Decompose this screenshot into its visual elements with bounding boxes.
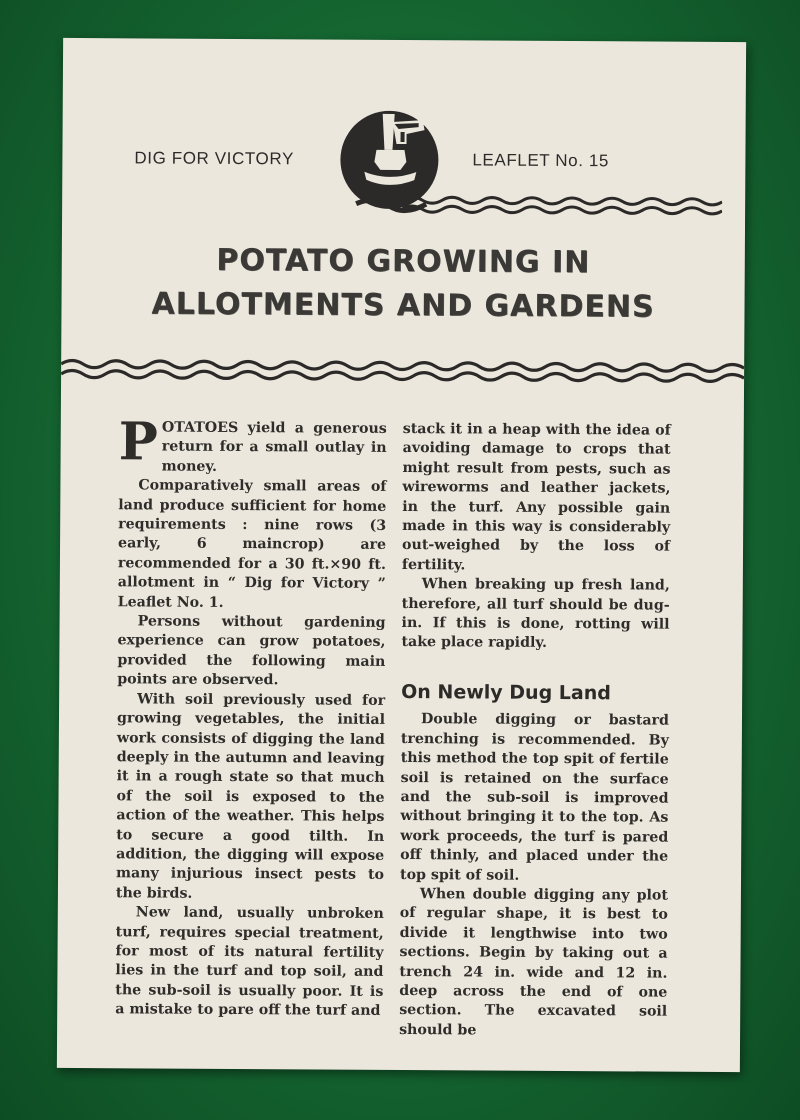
title-line-1: POTATO GROWING IN (216, 242, 591, 281)
paragraph: New land, usually unbroken turf, requires special treatment, for most of its natural fertility lies in the turf and top soil, and the sub-soil is usually poor. It is a mistake to pare off the turf and (115, 904, 384, 1020)
paragraph: Persons without gardening experience can grow potatoes, provided the following main points are observed. (117, 613, 386, 689)
section-heading: On Newly Dug Land (401, 680, 611, 705)
leaflet-page (57, 38, 746, 1072)
title-line-2: ALLOTMENTS AND GARDENS (151, 286, 655, 325)
wave-divider-icon (61, 352, 744, 390)
drop-cap-letter: P (118, 411, 158, 473)
paragraph: When double digging any plot of regular shape, it is best to divide it lengthwise into two sections. Begin by taking out a trench 24 in. wide and 12 in. deep across the end of one section. The excavated soil should be (399, 886, 668, 1039)
wave-divider-icon (402, 190, 722, 222)
paragraph: With soil previously used for growing vegetables, the initial work consists of digging the land deeply in the autumn and leaving it in a rough state so that much of the soil is exposed to the action of the weather. This helps to secure a good tilth. In addition, the digging will expose many injurious insect pests to the birds. (115, 691, 386, 902)
paragraph: Double digging or bastard trenching is recommended. By this method the top spit of fertile soil is retained on the surface and the sub-soil is improved without bringing it to the top. As work proceeds, the turf is pared off thinly, and placed under the top spit of soil. (399, 711, 670, 884)
intro-paragraph (118, 411, 387, 478)
paragraph: When breaking up fresh land, therefore, all turf should be dug-in. If this is done, rotting will take place rapidly. (401, 576, 670, 652)
header-series-title: DIG FOR VICTORY (134, 148, 294, 169)
intro-text: OTATOES yield a generous return for a small outlay in money. (161, 419, 387, 475)
paragraph: Comparatively small areas of land produce sufficient for home requirements : nine rows (3 early, 6 maincrop) are recommended for a 30 ft.×90 ft. allotment in “ Dig for Victory ” Leaflet No. 1. (117, 477, 387, 611)
page-title (61, 238, 745, 330)
header-leaflet-number: LEAFLET No. 15 (472, 150, 610, 171)
paragraph: stack it in a heap with the idea of avoiding damage to crops that might result from pests, such as wireworms and leather jackets, in the turf. Any possible gain made in this way is considerably out-weighed by the loss of fertility. (401, 421, 671, 574)
left-text-column (115, 411, 387, 1021)
right-text-column (399, 420, 671, 1042)
